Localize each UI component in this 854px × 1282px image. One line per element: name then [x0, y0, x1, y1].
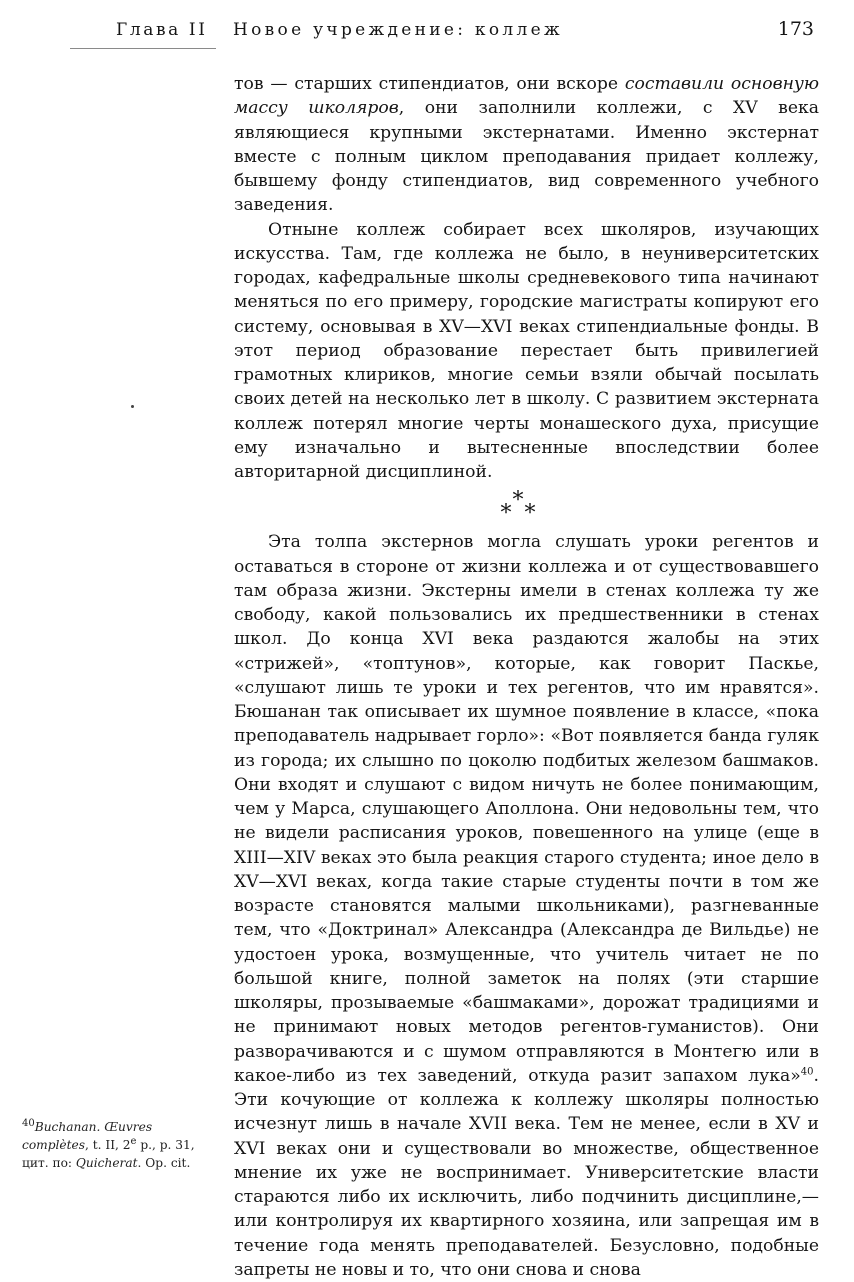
paragraph-1 — [234, 72, 819, 218]
paragraph-1-text: тов — старших стипендиатов, они вскоре — [234, 74, 625, 94]
running-title: Новое учреждение: коллеж — [233, 20, 563, 40]
footnote-details-sup: e — [130, 1135, 137, 1147]
running-header — [70, 18, 818, 52]
asterisk: * — [512, 488, 524, 514]
chapter-label: Глава II — [116, 20, 208, 40]
paragraph-2: Отныне коллеж собирает всех школяров, изучающих искусства. Там, где коллежа не было, в неуниверситетских городах, кафедральные школы средневекового типа начинают меняться по его примеру, городские магистраты копируют его систему, основывая в XV—XVI веках стипендиальные фонды. В этот период образование перестает быть привилегией грамотных клириков, многие семьи взяли обычай посылать своих детей на несколько лет в школу. С развитием экстерната коллеж потерял многие черты монашеского духа, присущие ему изначально и вытесненные впоследствии более авторитарной дисциплиной. — [234, 219, 819, 482]
paragraph-1-text-end: , они заполнили коллежи, с XV века являющиеся крупными экстернатами. Именно экстернат вместе с полным циклом преподавания придает коллежу, бывшему фонду стипендиатов, вид современного учебного заведения. — [234, 98, 819, 216]
footnote-author: Buchanan — [34, 1120, 97, 1134]
paragraph-3-text-end: . Эти кочующие от коллежа к коллежу школяры полностью исчезнут лишь в начале XVII века. Тем не менее, если в XV и XVI веках они и существовали во множестве, общественное мнение их уже не воспринимает. Университетские власти стараются либо их исключить, либо подчинить дисциплине,— или контролируя их квартирного хозяина, или запрещая им в течение года менять преподавателей. Безусловно, подобные запреты не новы и то, что они снова и снова — [234, 1065, 819, 1280]
header-rule — [70, 48, 216, 49]
print-speck — [131, 405, 134, 408]
side-footnote — [22, 1118, 212, 1172]
footnote-number: 40 — [22, 1117, 35, 1129]
page-number: 173 — [777, 18, 814, 40]
footnote-cited-author: Quicherat — [75, 1156, 138, 1170]
footnote-work: . Œuvres complètes — [22, 1120, 153, 1152]
footnote-cited-prefix: цит. по: — [22, 1156, 76, 1170]
paragraph-3 — [234, 530, 819, 1282]
main-text — [234, 72, 819, 1282]
asterisk: * — [524, 501, 536, 527]
footnote-reference: 40 — [800, 1066, 814, 1078]
footnote-cited-ref: . Op. cit. — [137, 1156, 191, 1170]
emphasis-text: составили основную массу школяров — [234, 74, 820, 119]
paragraph-3-text: Эта толпа экстернов могла слушать уроки регентов и оставаться в стороне от жизни коллежа и от существовавшего там образа жизни. Экстерны имели в стенах коллежа ту же свободу, какой пользовались их предшественники в стенах школ. До конца XVI века раздаются жалобы на этих «стрижей», «топтунов», которые, как говорит Паскье, «слушают лишь те уроки и тех регентов, что им нравятся». Бюшанан так описывает их шумное появление в классе, «пока преподаватель надрывает горло»: «Вот появляется банда гуляк из города; их слышно по цоколю подбитых железом башмаков. Они входят и слушают с видом ничуть не более понимающим, чем у Марса, слушающего Аполлона. Они недовольны тем, что не видели расписания уроков, повешенного на улице (еще в XIII—XIV веках это была реакция старого студента; иное дело в XV—XVI веках, когда такие старые студенты почти в том же возрасте становятся малыми школьниками), разгневанные тем, что «Доктринал» Александра (Александра де Вильдье) не удостоен урока, возмущенные, что учитель читает не по большой книге, полной заметок на полях (эти старшие школяры, прозываемые «башмаками», дорожат традициями и не принимают новых методов регентов-гуманистов). Они разворачиваются и с шумом отправляются в Монтегю или в какое-либо из тех заведений, откуда разит запахом лука» — [234, 532, 819, 1086]
footnote-details-pages: p., p. 31, — [136, 1138, 195, 1152]
asterism-separator — [499, 490, 539, 526]
asterisk: * — [500, 501, 512, 527]
footnote-details: , t. II, 2 — [85, 1138, 131, 1152]
